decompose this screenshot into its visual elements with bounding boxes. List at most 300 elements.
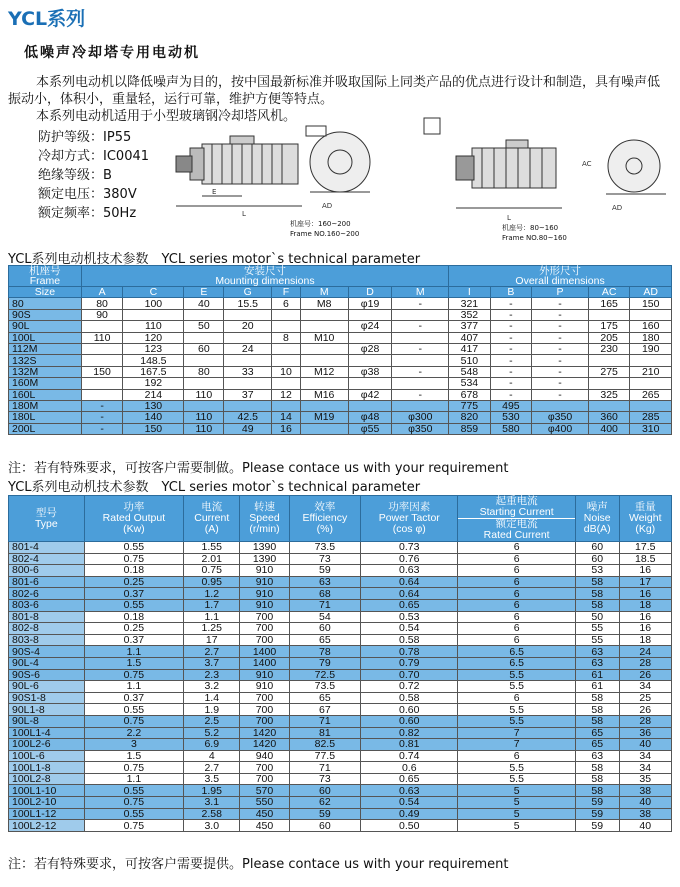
param-cell: 60: [289, 623, 361, 635]
intro-paragraph-2: 本系列电动机适用于小型玻璃钢冷却塔风机。: [36, 109, 297, 124]
dim-cell: [630, 400, 672, 411]
param-cell: 700: [240, 704, 289, 716]
dim-cell: 90S: [9, 309, 82, 320]
param-table-row: [9, 797, 672, 809]
dim-cell: [630, 378, 672, 389]
dim-cell: -: [532, 366, 589, 377]
dim-cell: 100L: [9, 332, 82, 343]
dim-cell: -: [532, 321, 589, 332]
param-cell: 5: [458, 820, 576, 832]
param-cell: 0.6: [361, 762, 458, 774]
dim-cell: 352: [449, 309, 491, 320]
param-cell: 38: [619, 808, 671, 820]
param-cell: 59: [575, 808, 619, 820]
param-cell: 6.5: [458, 657, 576, 669]
param-cell: 0.72: [361, 681, 458, 693]
param-cell: 0.75: [184, 565, 240, 577]
param-cell: 2.7: [184, 762, 240, 774]
dim-cell: -: [532, 332, 589, 343]
dim-cell: 60: [184, 343, 224, 354]
dim-col-header: D: [348, 287, 392, 298]
dim-cell: -: [490, 332, 532, 343]
param-cell: 73: [289, 553, 361, 565]
dim-cell: 160M: [9, 378, 82, 389]
dim-cell: [300, 321, 348, 332]
param-cell: 802-6: [9, 588, 85, 600]
dim-cell: [300, 309, 348, 320]
param-cell: 0.55: [84, 542, 183, 554]
param-cell: 63: [575, 657, 619, 669]
param-cell: 0.63: [361, 565, 458, 577]
param-cell: 59: [575, 820, 619, 832]
dim-cell: -: [81, 412, 123, 423]
svg-text:L: L: [507, 214, 511, 222]
dim-table-row: [9, 400, 672, 411]
param-cell: 0.64: [361, 576, 458, 588]
param-cell: 2.58: [184, 808, 240, 820]
page-title: YCL系列: [8, 8, 86, 30]
param-cell: 0.76: [361, 553, 458, 565]
dim-cell: -: [490, 309, 532, 320]
dim-cell: φ300: [392, 412, 449, 423]
param-table-row: [9, 681, 672, 693]
param-cell: 0.75: [84, 820, 183, 832]
dim-cell: 150: [630, 298, 672, 309]
dim-cell: 160: [630, 321, 672, 332]
dim-cell: [392, 400, 449, 411]
dim-cell: -: [490, 298, 532, 309]
param-cell: 2.01: [184, 553, 240, 565]
param-cell: 801-8: [9, 611, 85, 623]
dim-cell: 407: [449, 332, 491, 343]
param-cell: 59: [289, 565, 361, 577]
param-cell: 100L2-6: [9, 739, 85, 751]
dim-cell: 16: [272, 423, 300, 434]
param-table-row: [9, 773, 672, 785]
param-cell: 1400: [240, 646, 289, 658]
param-cell: 26: [619, 669, 671, 681]
param-cell: 72.5: [289, 669, 361, 681]
dim-col-header: M: [392, 287, 449, 298]
spec-protection: 防护等级：IP55: [38, 130, 132, 145]
dim-cell: [588, 378, 630, 389]
param-cell: 802-8: [9, 623, 85, 635]
dim-cell: [348, 378, 392, 389]
param-cell: 1.1: [84, 646, 183, 658]
param-cell: 0.75: [84, 797, 183, 809]
dim-cell: 775: [449, 400, 491, 411]
page-subtitle: 低噪声冷却塔专用电动机: [24, 45, 200, 61]
dim-cell: 495: [490, 400, 532, 411]
param-cell: 6: [458, 634, 576, 646]
dim-cell: [81, 389, 123, 400]
param-cell: 0.55: [84, 785, 183, 797]
param-cell: 16: [619, 611, 671, 623]
param-cell: 700: [240, 762, 289, 774]
param-cell: 6: [458, 750, 576, 762]
param-cell: 0.58: [361, 692, 458, 704]
param-cell: 68: [289, 588, 361, 600]
param-cell: 60: [289, 785, 361, 797]
dim-cell: [272, 355, 300, 366]
dim-cell: -: [532, 378, 589, 389]
svg-text:AD: AD: [322, 202, 333, 210]
param-cell: 6: [458, 553, 576, 565]
param-cell: 1.7: [184, 599, 240, 611]
param-col-header: 重量 Weight (Kg): [619, 496, 671, 542]
dim-cell: -: [81, 423, 123, 434]
param-cell: 90L-8: [9, 715, 85, 727]
param-cell: 78: [289, 646, 361, 658]
param-cell: 17.5: [619, 542, 671, 554]
dim-table-row: [9, 412, 672, 423]
param-table-row: [9, 588, 672, 600]
param-cell: 0.64: [361, 588, 458, 600]
dim-cell: 230: [588, 343, 630, 354]
param-cell: 5: [458, 785, 576, 797]
param-cell: 910: [240, 576, 289, 588]
dim-col-header: I: [449, 287, 491, 298]
param-cell: 0.37: [84, 692, 183, 704]
dim-cell: -: [490, 321, 532, 332]
dim-cell: M8: [300, 298, 348, 309]
dim-cell: [392, 332, 449, 343]
dim-cell: [184, 378, 224, 389]
dim-cell: φ38: [348, 366, 392, 377]
dim-table-row: [9, 309, 672, 320]
param-cell: 58: [575, 785, 619, 797]
param-cell: 1.1: [84, 773, 183, 785]
param-cell: 5.2: [184, 727, 240, 739]
dim-cell: 678: [449, 389, 491, 400]
dim-table-row: [9, 343, 672, 354]
dim-cell: -: [532, 298, 589, 309]
param-cell: 3.2: [184, 681, 240, 693]
param-cell: 73: [289, 773, 361, 785]
param-table-row: [9, 669, 672, 681]
param-table-row: [9, 646, 672, 658]
dim-cell: [184, 309, 224, 320]
dim-cell: [630, 355, 672, 366]
param-cell: 5.5: [458, 681, 576, 693]
note-2: 注：若有特殊要求，可按客户需要提供。Please contace us with your requirement: [8, 857, 509, 872]
dim-cell: 192: [123, 378, 184, 389]
param-cell: 58: [575, 762, 619, 774]
dim-cell: 510: [449, 355, 491, 366]
dim-col-header: P: [532, 287, 589, 298]
dim-col-header: G: [224, 287, 272, 298]
param-cell: 4: [184, 750, 240, 762]
param-cell: 5.5: [458, 762, 576, 774]
drawing-caption-right-1: 机座号：80~160: [502, 224, 559, 232]
dim-cell: 90: [81, 309, 123, 320]
param-cell: 1.5: [84, 657, 183, 669]
param-cell: 18: [619, 634, 671, 646]
dim-cell: [300, 423, 348, 434]
dim-cell: 160L: [9, 389, 82, 400]
param-cell: 100L1-12: [9, 808, 85, 820]
dim-cell: 360: [588, 412, 630, 423]
param-cell: 16: [619, 588, 671, 600]
param-cell: 71: [289, 599, 361, 611]
param-cell: 65: [575, 727, 619, 739]
dim-cell: 110: [184, 389, 224, 400]
dim-cell: -: [490, 366, 532, 377]
param-cell: 550: [240, 797, 289, 809]
dim-table-row: [9, 389, 672, 400]
dim-cell: 33: [224, 366, 272, 377]
param-cell: 0.55: [84, 599, 183, 611]
param-cell: 65: [289, 692, 361, 704]
param-cell: 0.49: [361, 808, 458, 820]
dim-cell: 130: [123, 400, 184, 411]
dim-cell: 580: [490, 423, 532, 434]
dim-cell: 80: [9, 298, 82, 309]
dim-cell: [224, 309, 272, 320]
dim-cell: 120: [123, 332, 184, 343]
param-cell: 0.50: [361, 820, 458, 832]
dim-cell: -: [490, 389, 532, 400]
param-cell: 700: [240, 692, 289, 704]
dim-cell: M12: [300, 366, 348, 377]
dim-cell: 12: [272, 389, 300, 400]
dim-cell: [588, 309, 630, 320]
param-cell: 0.75: [84, 669, 183, 681]
dim-col-header: E: [184, 287, 224, 298]
param-cell: 3.5: [184, 773, 240, 785]
param-cell: 1420: [240, 739, 289, 751]
param-cell: 77.5: [289, 750, 361, 762]
param-cell: 940: [240, 750, 289, 762]
param-cell: 58: [575, 773, 619, 785]
param-cell: 60: [575, 553, 619, 565]
param-cell: 0.82: [361, 727, 458, 739]
dim-cell: -: [532, 389, 589, 400]
param-cell: 2.2: [84, 727, 183, 739]
param-cell: 58: [575, 588, 619, 600]
dim-cell: -: [392, 366, 449, 377]
svg-text:AC: AC: [582, 160, 592, 168]
dim-table-row: [9, 332, 672, 343]
param-cell: 82.5: [289, 739, 361, 751]
dim-cell: [272, 321, 300, 332]
param-cell: 0.70: [361, 669, 458, 681]
dim-cell: 200L: [9, 423, 82, 434]
dim-table-row: [9, 298, 672, 309]
param-table-row: [9, 657, 672, 669]
param-cell: 0.81: [361, 739, 458, 751]
param-cell: 71: [289, 762, 361, 774]
param-cell: 3: [84, 739, 183, 751]
param-cell: 450: [240, 820, 289, 832]
dim-cell: [300, 400, 348, 411]
param-cell: 700: [240, 634, 289, 646]
param-cell: 36: [619, 727, 671, 739]
param-table-row: [9, 599, 672, 611]
dim-cell: [224, 355, 272, 366]
dim-cell: 180L: [9, 412, 82, 423]
dim-cell: 20: [224, 321, 272, 332]
dim-cell: 167.5: [123, 366, 184, 377]
dim-cell: 10: [272, 366, 300, 377]
param-cell: 802-4: [9, 553, 85, 565]
param-cell: 28: [619, 715, 671, 727]
dim-col-header: F: [272, 287, 300, 298]
param-cell: 0.75: [84, 553, 183, 565]
dim-col-header: M: [300, 287, 348, 298]
dim-cell: 140: [123, 412, 184, 423]
param-col-header: 效率 Efficiency (%): [289, 496, 361, 542]
param-col-header: 电流 Current (A): [184, 496, 240, 542]
dim-cell: φ28: [348, 343, 392, 354]
param-cell: 0.54: [361, 797, 458, 809]
dim-cell: [224, 378, 272, 389]
dim-cell: [392, 355, 449, 366]
overall-header: 外形尺寸 Overall dimensions: [449, 266, 672, 287]
dim-cell: φ350: [392, 423, 449, 434]
param-cell: 0.74: [361, 750, 458, 762]
param-table-row: [9, 542, 672, 554]
param-cell: 801-6: [9, 576, 85, 588]
dim-cell: 175: [588, 321, 630, 332]
dim-col-header: AC: [588, 287, 630, 298]
dim-cell: 417: [449, 343, 491, 354]
param-cell: 100L1-4: [9, 727, 85, 739]
dim-cell: 859: [449, 423, 491, 434]
param-cell: 0.53: [361, 611, 458, 623]
param-cell: 65: [575, 739, 619, 751]
param-cell: 34: [619, 750, 671, 762]
param-cell: 1390: [240, 553, 289, 565]
dim-cell: 6: [272, 298, 300, 309]
param-cell: 0.18: [84, 611, 183, 623]
param-cell: 100L1-8: [9, 762, 85, 774]
dim-cell: [532, 400, 589, 411]
param-cell: 17: [184, 634, 240, 646]
param-table-row: [9, 750, 672, 762]
param-col-header: 功率 Rated Output (Kw): [84, 496, 183, 542]
param-table-row: [9, 565, 672, 577]
dim-cell: M16: [300, 389, 348, 400]
dim-cell: 15.5: [224, 298, 272, 309]
dim-cell: φ48: [348, 412, 392, 423]
table1-title: YCL系列电动机技术参数 YCL series motor`s technical parameter: [8, 252, 421, 267]
dim-cell: [392, 309, 449, 320]
dim-cell: 285: [630, 412, 672, 423]
param-table-row: [9, 785, 672, 797]
dim-cell: φ24: [348, 321, 392, 332]
dim-cell: 132S: [9, 355, 82, 366]
param-cell: 58: [575, 692, 619, 704]
param-cell: 0.73: [361, 542, 458, 554]
param-table-row: [9, 623, 672, 635]
param-cell: 40: [619, 820, 671, 832]
dim-cell: 100: [123, 298, 184, 309]
param-cell: 1.2: [184, 588, 240, 600]
param-cell: 90S1-8: [9, 692, 85, 704]
dim-cell: 150: [81, 366, 123, 377]
param-cell: 63: [289, 576, 361, 588]
dim-cell: -: [392, 389, 449, 400]
dim-cell: 275: [588, 366, 630, 377]
param-cell: 58: [575, 704, 619, 716]
mounting-header: 安装尺寸 Mounting dimensions: [81, 266, 448, 287]
dim-cell: [300, 343, 348, 354]
table2-title: YCL系列电动机技术参数 YCL series motor`s technical parameter: [8, 480, 421, 495]
dim-cell: 37: [224, 389, 272, 400]
param-cell: 55: [575, 634, 619, 646]
dim-cell: 210: [630, 366, 672, 377]
param-cell: 801-4: [9, 542, 85, 554]
param-table-row: [9, 692, 672, 704]
param-cell: 6: [458, 576, 576, 588]
param-cell: 58: [575, 715, 619, 727]
param-cell: 1.95: [184, 785, 240, 797]
param-cell: 28: [619, 657, 671, 669]
param-cell: 803-6: [9, 599, 85, 611]
dim-cell: [588, 355, 630, 366]
dim-cell: 90L: [9, 321, 82, 332]
param-cell: 700: [240, 773, 289, 785]
dimension-table: [8, 265, 672, 435]
param-col-header: 功率因素 Power Tactor (cos φ): [361, 496, 458, 542]
param-cell: 35: [619, 773, 671, 785]
param-cell: 0.75: [84, 762, 183, 774]
dim-cell: [348, 332, 392, 343]
param-cell: 570: [240, 785, 289, 797]
param-cell: 0.63: [361, 785, 458, 797]
dim-table-row: [9, 378, 672, 389]
dim-cell: [81, 321, 123, 332]
motor-dimension-drawing: [172, 96, 672, 244]
param-cell: 63: [575, 750, 619, 762]
dim-cell: [630, 309, 672, 320]
dim-cell: [123, 309, 184, 320]
dim-cell: -: [532, 343, 589, 354]
param-table-row: [9, 727, 672, 739]
param-cell: 800-6: [9, 565, 85, 577]
drawing-caption-right-2: Frame NO.80~160: [502, 234, 567, 242]
param-cell: 910: [240, 669, 289, 681]
param-cell: 0.65: [361, 599, 458, 611]
dim-cell: 180M: [9, 400, 82, 411]
param-cell: 100L2-8: [9, 773, 85, 785]
dim-col-header: A: [81, 287, 123, 298]
param-cell: 40: [619, 739, 671, 751]
spec-cooling: 冷却方式：IC0041: [38, 149, 150, 164]
param-cell: 61: [575, 681, 619, 693]
param-cell: 0.37: [84, 588, 183, 600]
technical-parameter-table: [8, 495, 672, 832]
param-cell: 81: [289, 727, 361, 739]
dim-cell: 377: [449, 321, 491, 332]
dim-cell: 80: [81, 298, 123, 309]
param-cell: 6: [458, 692, 576, 704]
dim-cell: φ19: [348, 298, 392, 309]
param-cell: 1.25: [184, 623, 240, 635]
param-table-row: [9, 704, 672, 716]
param-cell: 26: [619, 704, 671, 716]
param-cell: 0.55: [84, 704, 183, 716]
param-cell: 90L-6: [9, 681, 85, 693]
param-col-header: 型号 Type: [9, 496, 85, 542]
param-cell: 6.5: [458, 646, 576, 658]
param-cell: 67: [289, 704, 361, 716]
param-cell: 24: [619, 646, 671, 658]
spec-insulation: 绝缘等级：B: [38, 168, 112, 183]
dim-cell: -: [392, 298, 449, 309]
dim-cell: -: [392, 321, 449, 332]
